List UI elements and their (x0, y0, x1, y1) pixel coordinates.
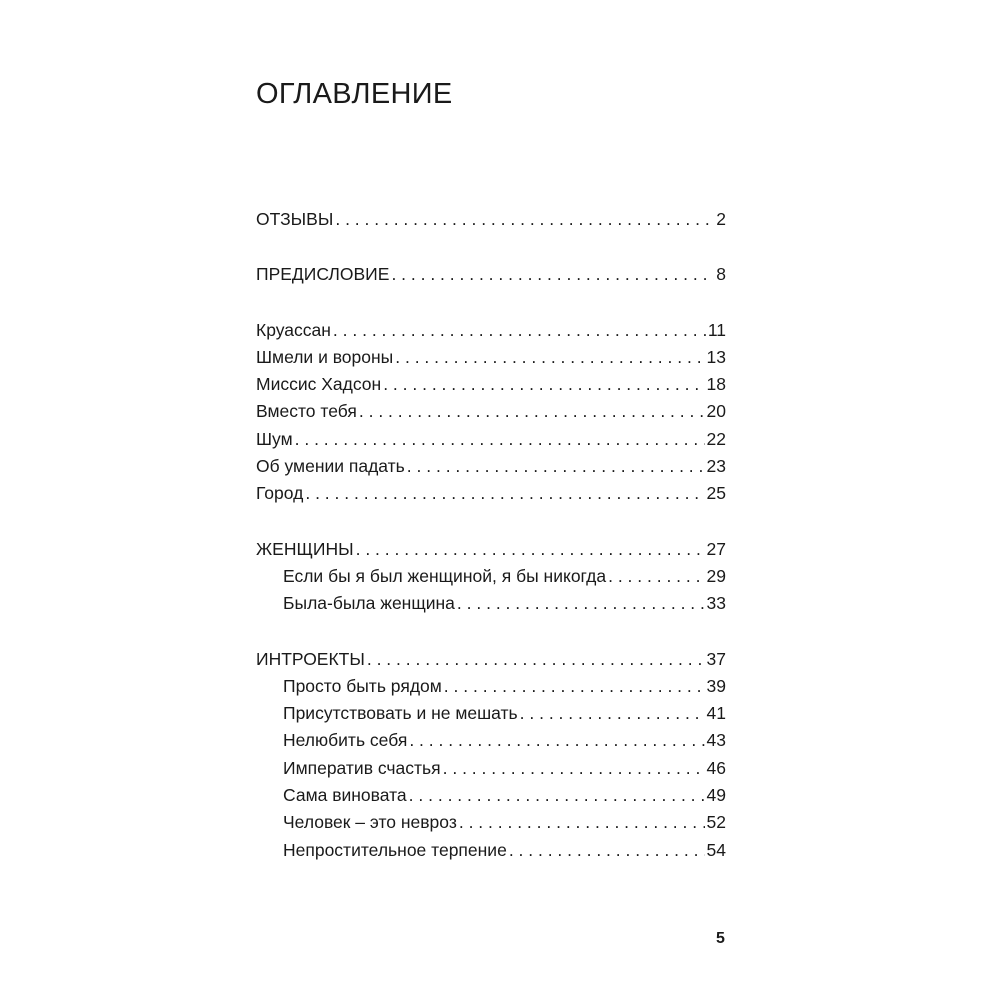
toc-entry-title: Нелюбить себя (283, 730, 408, 751)
toc-group (256, 261, 726, 288)
dot-leader (359, 398, 705, 425)
toc-entry-page: 33 (706, 593, 726, 614)
toc-entry-title: Присутствовать и не мешать (283, 703, 518, 724)
toc-entry-title: Город (256, 483, 304, 504)
toc-entry-title: Шум (256, 428, 293, 449)
toc-entry-title: ИНТРОЕКТЫ (256, 648, 365, 669)
dot-leader (383, 371, 704, 398)
toc-entry-title: Шмели и вороны (256, 346, 394, 367)
toc-entry[interactable] (256, 344, 726, 371)
toc-entry[interactable] (256, 809, 726, 836)
toc-entry[interactable] (256, 206, 726, 233)
toc-entry-title: Миссис Хадсон (256, 374, 382, 395)
dot-leader (395, 344, 704, 371)
toc-entry[interactable] (256, 590, 726, 617)
toc-entry-title: Непростительное терпение (283, 839, 507, 860)
toc-entry[interactable] (256, 453, 726, 480)
dot-leader (333, 317, 706, 344)
toc-entry[interactable] (256, 646, 726, 673)
dot-leader (407, 453, 705, 480)
dot-leader (608, 563, 704, 590)
toc-entry-title: Об умении падать (256, 456, 405, 477)
toc-entry-page: 49 (706, 785, 726, 806)
toc-entry[interactable] (256, 782, 726, 809)
dot-leader (305, 480, 704, 507)
toc-entry-page: 27 (706, 538, 726, 559)
dot-leader (509, 837, 705, 864)
toc-entry[interactable] (256, 480, 726, 507)
dot-leader (356, 536, 705, 563)
toc-entry-title: Просто быть рядом (283, 675, 442, 696)
toc-entry-page: 41 (706, 703, 726, 724)
toc-entry-page: 8 (716, 264, 726, 285)
toc-entry[interactable] (256, 426, 726, 453)
toc-entry-page: 39 (706, 675, 726, 696)
toc-entry[interactable] (256, 371, 726, 398)
toc-entry[interactable] (256, 261, 726, 288)
toc-group (256, 317, 726, 508)
toc-entry-title: Если бы я был женщиной, я бы никогда (283, 565, 607, 586)
dot-leader (443, 755, 705, 782)
toc-entry[interactable] (256, 727, 726, 754)
toc-entry-page: 25 (706, 483, 726, 504)
toc-entry-page: 43 (706, 730, 726, 751)
toc-heading: ОГЛАВЛЕНИЕ (256, 78, 453, 110)
toc-entry-page: 46 (706, 757, 726, 778)
toc-entry-page: 20 (706, 401, 726, 422)
toc-entry-title: Императив счастья (283, 757, 441, 778)
toc-entry-page: 52 (706, 812, 726, 833)
toc-entry[interactable] (256, 837, 726, 864)
toc-entry[interactable] (256, 755, 726, 782)
toc-entry[interactable] (256, 398, 726, 425)
toc-group (256, 536, 726, 618)
toc-entry[interactable] (256, 673, 726, 700)
toc-entry[interactable] (256, 700, 726, 727)
toc-entry-page: 13 (706, 346, 726, 367)
toc-entry-title: Вместо тебя (256, 401, 357, 422)
dot-leader (459, 809, 705, 836)
table-of-contents (256, 206, 726, 892)
dot-leader (409, 727, 704, 754)
dot-leader (295, 426, 705, 453)
toc-entry-page: 23 (706, 456, 726, 477)
dot-leader (409, 782, 705, 809)
dot-leader (367, 646, 705, 673)
toc-entry-title: ЖЕНЩИНЫ (256, 538, 354, 559)
toc-entry-title: Была-была женщина (283, 593, 455, 614)
dot-leader (335, 206, 714, 233)
toc-entry[interactable] (256, 317, 726, 344)
toc-entry[interactable] (256, 563, 726, 590)
toc-entry-page: 54 (706, 839, 726, 860)
toc-entry-page: 29 (706, 565, 726, 586)
toc-group (256, 646, 726, 864)
toc-entry-page: 2 (716, 209, 726, 229)
toc-entry-title: Круассан (256, 319, 331, 340)
toc-entry-page: 22 (706, 428, 726, 449)
toc-entry-title: Человек – это невроз (283, 812, 457, 833)
dot-leader (457, 590, 705, 617)
toc-entry-title: ОТЗЫВЫ (256, 209, 334, 229)
dot-leader (520, 700, 705, 727)
toc-entry-title: Сама виновата (283, 785, 407, 806)
toc-entry-page: 18 (706, 374, 726, 395)
toc-entry-title: ПРЕДИСЛОВИЕ (256, 264, 390, 285)
toc-entry-page: 11 (707, 319, 726, 340)
toc-entry[interactable] (256, 536, 726, 563)
page-number: 5 (716, 930, 725, 947)
dot-leader (391, 261, 714, 288)
dot-leader (444, 673, 705, 700)
toc-group (256, 206, 726, 233)
toc-entry-page: 37 (706, 648, 726, 669)
